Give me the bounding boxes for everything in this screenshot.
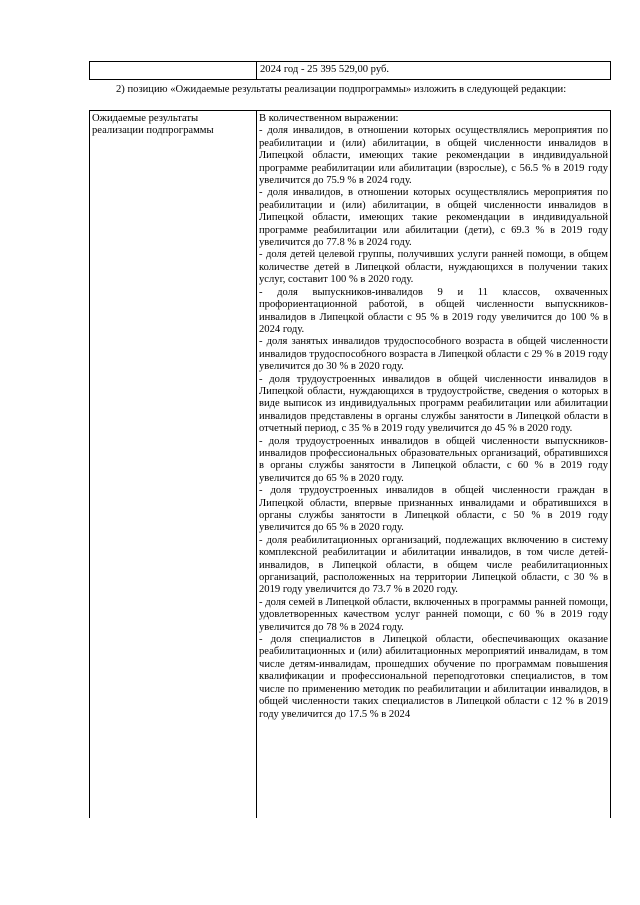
results-label-cell: Ожидаемые результаты реализации подпрограммы	[92, 113, 214, 137]
results-table	[89, 110, 611, 818]
result-item: - доля трудоустроенных инвалидов в общей численности граждан в Липецкой области, впервые признанных инвалидами и обратившихся в органы службы занятости в Липецкой области, с 50 % в 2019 году увеличится до 65 % в 2020 году.	[259, 485, 608, 534]
result-item: - доля трудоустроенных инвалидов в общей численности выпускников-инвалидов профессиональных образовательных организаций, обратившихся в органы службы занятости в Липецкой области, с 60 % в 2019 году увеличится до 65 % в 2020 году.	[259, 435, 608, 484]
top-table	[89, 61, 611, 80]
result-item: - доля занятых инвалидов трудоспособного возраста в общей численности инвалидов трудоспособного возраста в Липецкой области с 29 % в 2019 году увеличится до 30 % в 2020 году.	[259, 336, 608, 373]
column-divider	[256, 62, 257, 79]
result-item: - доля детей целевой группы, получивших услуги ранней помощи, в общем количестве детей в Липецкой области, нуждающихся в получении таких услуг, составит 100 % в 2020 году.	[259, 249, 608, 286]
results-heading: В количественном выражении:	[259, 113, 399, 124]
result-item: - доля инвалидов, в отношении которых осуществлялись мероприятия по реабилитации и (или) абилитации, в общей численности инвалидов в Липецкой области, имеющих такие рекомендации в индивидуальной программе реабилитации или абилитации (дети), с 69.3 % в 2019 году увеличится до 77.8 % в 2024 году.	[259, 187, 608, 249]
funding-2024-cell: 2024 год - 25 395 529,00 руб.	[260, 64, 390, 75]
result-item: - доля выпускников-инвалидов 9 и 11 классов, охваченных профориентационной работой, в общей численности выпускников-инвалидов в Липецкой области с 95 % в 2019 году увеличится до 100 % в 2024 году.	[259, 286, 608, 335]
instruction-paragraph: 2) позицию «Ожидаемые результаты реализации подпрограммы» изложить в следующей редакции:	[116, 84, 567, 95]
result-item: - доля трудоустроенных инвалидов в общей численности инвалидов в Липецкой области, нуждающихся в трудоустройстве, сведения о которых в виде выписок из индивидуальных программ реабилитации или абилитации инвалидов представлены в органы службы занятости в Липецкой области в отчетный период, с 35 % в 2019 году увеличится до 45 % в 2020 году.	[259, 373, 608, 435]
result-item: - доля реабилитационных организаций, подлежащих включению в систему комплексной реабилитации и абилитации инвалидов, в том числе детей-инвалидов, в Липецкой области, в общем числе реабилитационных организаций, расположенных на территории Липецкой области, с 30 % в 2019 году увеличится до 73.7 % в 2020 году.	[259, 534, 608, 596]
results-content-cell	[259, 113, 608, 721]
result-item: - доля специалистов в Липецкой области, обеспечивающих оказание реабилитационных и (или) абилитационных мероприятий инвалидам, в том числе детям-инвалидам, прошедших обучение по программам повышения квалификации и профессиональной переподготовки специалистов, в том числе по применению методик по реабилитации и абилитации инвалидов, в общей численности таких специалистов в Липецкой области с 12 % в 2019 году увеличится до 17.5 % в 2024	[259, 634, 608, 720]
result-item: - доля инвалидов, в отношении которых осуществлялись мероприятия по реабилитации и (или) абилитации, в общей численности инвалидов в Липецкой области, имеющих такие рекомендации в индивидуальной программе реабилитации или абилитации (взрослые), с 56.5 % в 2019 году увеличится до 75.9 % в 2024 году.	[259, 125, 608, 187]
result-item: - доля семей в Липецкой области, включенных в программы ранней помощи, удовлетворенных качеством услуг ранней помощи, с 60 % в 2019 году увеличится до 78 % в 2024 году.	[259, 596, 608, 633]
column-divider	[256, 111, 257, 818]
